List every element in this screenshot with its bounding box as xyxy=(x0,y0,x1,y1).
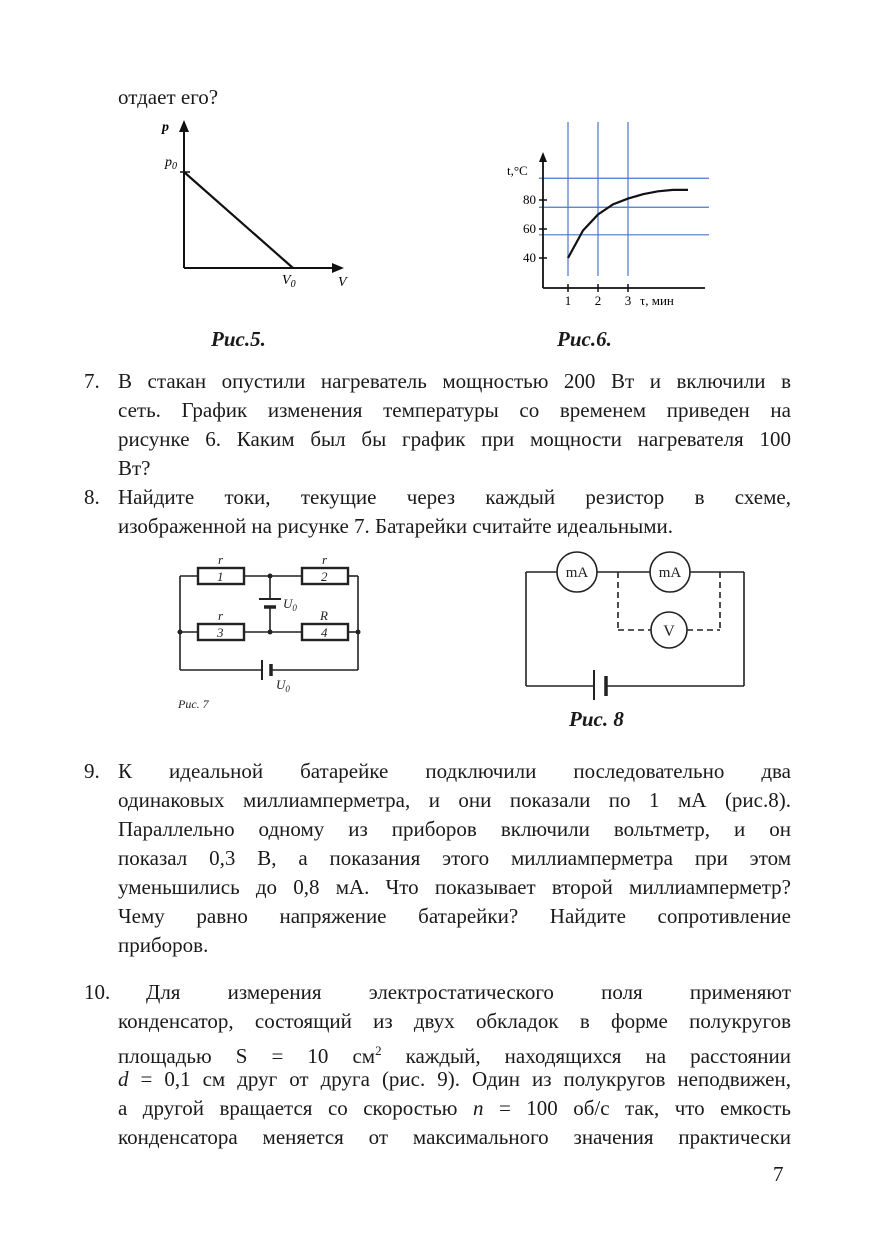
problem-9-line: К идеальной батарейке подключили последовательно два xyxy=(118,759,791,783)
ammeter-2-label: mA xyxy=(658,565,682,581)
figure-6-caption: Рис.6. xyxy=(557,327,612,351)
figure-7-circuit xyxy=(170,552,370,717)
problem-8-text xyxy=(118,483,791,541)
figure-6-chart xyxy=(495,118,720,318)
problem-8-line: изображенной на рисунке 7. Батарейки считайте идеальными. xyxy=(118,514,673,538)
fig7-r2-label: r xyxy=(322,552,328,567)
figure-8-caption: Рис. 8 xyxy=(569,707,624,731)
problem-7-text xyxy=(118,367,791,483)
problem-10-line: конденсатор, состоящий из двух обкладок в форме полукругов xyxy=(118,1009,791,1033)
problem-9-line: Параллельно одному из приборов включили вольтметр, и он xyxy=(118,817,791,841)
fig7-box2-label: 2 xyxy=(321,569,328,584)
fig6-y-tick-label: 60 xyxy=(523,221,536,236)
fig7-u0-top-label: $U_0$ xyxy=(283,596,297,613)
fig7-r4-label: R xyxy=(320,608,328,623)
problem-10-area-word: площадью xyxy=(118,1044,212,1068)
problem-9-line: Чему равно напряжение батарейки? Найдите сопротивление xyxy=(118,904,791,928)
ammeter-1-label: mA xyxy=(565,565,589,581)
problem-7-line: В стакан опустили нагреватель мощностью 200 Вт и включили в xyxy=(118,369,791,393)
intro-line: отдает его? xyxy=(118,85,219,109)
fig6-y-tick-label: 80 xyxy=(523,192,536,207)
fig6-x-tick-label: 3 xyxy=(624,293,632,308)
problem-7-line: сеть. График изменения температуры со временем приведен на xyxy=(118,398,791,422)
junction-dot xyxy=(178,630,183,635)
fig5-v0-label: $V_0$ xyxy=(282,273,296,290)
fig6-axis-x-label: τ, мин xyxy=(640,293,674,308)
figure-8-circuit xyxy=(520,550,755,700)
problem-10-line xyxy=(118,1036,791,1068)
voltmeter-label: V xyxy=(663,623,675,640)
junction-dot xyxy=(268,630,273,635)
fig5-axis-x-label: V xyxy=(338,275,347,290)
problem-10-line: а другой вращается со скоростью n = 100 об/с так, что емкость xyxy=(118,1096,792,1120)
fig6-x-tick-label: 2 xyxy=(594,293,602,308)
problem-9-text xyxy=(118,757,791,960)
junction-dot xyxy=(268,574,273,579)
problem-10-text xyxy=(118,1007,791,1152)
fig5-y-arrow xyxy=(179,120,189,132)
fig6-axis-y-label: t,°C xyxy=(507,163,528,178)
problem-10-line-1-block xyxy=(146,978,791,1007)
problem-7-number: 7. xyxy=(84,369,100,393)
problem-10-line: d = 0,1 см друг от друга (рис. 9). Один из полукругов неподвижен, xyxy=(118,1067,791,1091)
problem-8-line: Найдите токи, текущие через каждый резистор в схеме, xyxy=(118,485,791,509)
fig7-box3-label: 3 xyxy=(217,625,224,640)
fig7-r3-label: r xyxy=(218,608,224,623)
problem-10-line: конденсатора меняется от максимального значения практически xyxy=(118,1125,791,1149)
fig5-pv-line xyxy=(184,172,293,268)
fig7-box1-label: 1 xyxy=(217,569,224,584)
problem-10-number: 10. xyxy=(84,980,111,1004)
fig7-u0-bottom-label: $U_0$ xyxy=(276,677,290,694)
figure-5-pv-diagram xyxy=(150,118,360,293)
page-number: 7 xyxy=(773,1162,784,1186)
problem-10-area-rest: каждый, находящихся на расстоянии xyxy=(405,1044,791,1068)
fig7-r1-label: r xyxy=(218,552,224,567)
fig6-y-tick-label: 40 xyxy=(523,250,536,265)
fig5-p0-label: $p_0$ xyxy=(165,155,177,172)
problem-7-line: рисунке 6. Каким был бы график при мощности нагревателя 100 xyxy=(118,427,791,451)
problem-8-number: 8. xyxy=(84,485,100,509)
problem-10-line: Для измерения электростатического поля применяют xyxy=(146,980,791,1004)
problem-10-area-formula: S = 10 $см^2$ xyxy=(235,1043,382,1068)
fig6-ticks xyxy=(523,192,631,308)
problem-9-line: показал 0,3 В, а показания этого миллиамперметра при этом xyxy=(118,846,791,870)
fig6-x-tick-label: 1 xyxy=(564,293,572,308)
fig7-caption: Рис. 7 xyxy=(178,697,209,711)
fig5-x-arrow xyxy=(332,263,344,273)
problem-7-line: Вт? xyxy=(118,456,151,480)
problem-9-line: уменьшились до 0,8 мА. Что показывает второй миллиамперметр? xyxy=(118,875,791,899)
junction-dot xyxy=(356,630,361,635)
fig6-y-arrow xyxy=(539,152,547,162)
fig5-axis-y-label: p xyxy=(162,120,169,135)
problem-9-line: одинаковых миллиамперметра, и они показали по 1 мА (рис.8). xyxy=(118,788,791,812)
problem-9-number: 9. xyxy=(84,759,100,783)
figure-5-caption: Рис.5. xyxy=(211,327,266,351)
fig7-box4-label: 4 xyxy=(321,625,328,640)
problem-9-line: приборов. xyxy=(118,933,209,957)
